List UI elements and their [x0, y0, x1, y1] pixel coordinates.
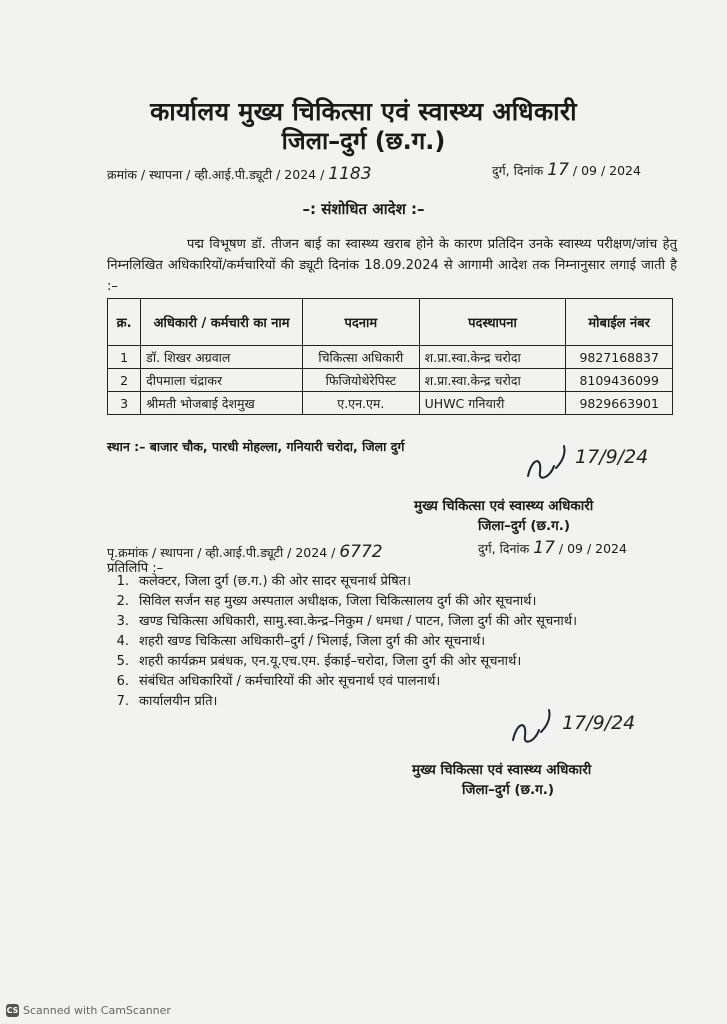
endorsement-date-prefix: दुर्ग, दिनांक: [478, 541, 530, 556]
cell-designation: फिजियोथेरेपिस्ट: [303, 369, 420, 392]
order-date: [492, 160, 641, 180]
scanner-text: Scanned with CamScanner: [23, 1004, 171, 1017]
list-item-number: 4.: [116, 634, 129, 649]
copy-to-list: [107, 572, 677, 712]
cell-serial: 1: [108, 346, 141, 369]
endorsement-number-handwritten: 6772: [339, 542, 383, 562]
signatory-district-2: जिला–दुर्ग (छ.ग.): [462, 782, 555, 798]
endorsement-date: [478, 538, 627, 558]
cell-serial: 3: [108, 392, 141, 415]
camscanner-logo-icon: CS: [6, 1006, 19, 1015]
cell-posting: श.प्रा.स्वा.केन्द्र चरोदा: [419, 369, 566, 392]
cell-posting: UHWC गनियारी: [419, 392, 566, 415]
endorsement-date-rest: / 09 / 2024: [558, 541, 627, 556]
list-item-text: संबंधित अधिकारियों / कर्मचारियों की ओर सूचनार्थ एवं पालनार्थ।: [139, 674, 441, 689]
cell-name: श्रीमती भोजबाई देशमुख: [141, 392, 303, 415]
list-item: [107, 652, 677, 672]
list-item: [107, 612, 677, 632]
order-date-rest: / 09 / 2024: [572, 163, 641, 178]
list-item-text: खण्ड चिकित्सा अधिकारी, सामु.स्वा.केन्द्र–निकुम / धमधा / पाटन, जिला दुर्ग की ओर सूचनार्थ।: [139, 614, 578, 629]
signatory-designation-1: मुख्य चिकित्सा एवं स्वास्थ्य अधिकारी: [414, 498, 594, 514]
list-item-number: 7.: [116, 694, 129, 709]
district-title: जिला–दुर्ग (छ.ग.): [281, 127, 446, 155]
cell-name: दीपमाला चंद्राकर: [141, 369, 303, 392]
signature-date-2: 17/9/24: [562, 712, 636, 734]
list-item-text: शहरी खण्ड चिकित्सा अधिकारी–दुर्ग / भिलाई, जिला दुर्ग की ओर सूचनार्थ।: [139, 634, 486, 649]
col-header-mobile: मोबाईल नंबर: [566, 299, 673, 346]
order-date-prefix: दुर्ग, दिनांक: [492, 163, 544, 178]
col-header-posting: पदस्थापना: [419, 299, 566, 346]
order-number-prefix: क्रमांक / स्थापना / व्ही.आई.पी.ड्यूटी / 2024 /: [107, 167, 325, 182]
cell-mobile: 8109436099: [566, 369, 673, 392]
order-paragraph: पद्म विभूषण डॉ. तीजन बाई का स्वास्थ्य खराब होने के कारण प्रतिदिन उनके स्वास्थ्य परीक्षण/जांच हेतु निम्नलिखित अधिकारियों/कर्मचारियों की ड्यूटी दिनांक 18.09.2024 से आगामी आदेश तक निम्नानुसार लगाई जाती है :–: [107, 237, 677, 294]
list-item-number: 3.: [116, 614, 129, 629]
col-header-name: अधिकारी / कर्मचारी का नाम: [141, 299, 303, 346]
list-item-text: सिविल सर्जन सह मुख्य अस्पताल अधीक्षक, जिला चिकित्सालय दुर्ग की ओर सूचनार्थ।: [139, 594, 537, 609]
copy-to-label: प्रतिलिपि :–: [107, 561, 164, 576]
endorsement-date-day: 17: [533, 538, 555, 558]
table-row: [108, 346, 673, 369]
cell-mobile: 9827168837: [566, 346, 673, 369]
list-item-number: 1.: [116, 574, 129, 589]
col-header-designation: पदनाम: [303, 299, 420, 346]
scanner-watermark: [6, 1004, 171, 1017]
order-date-day: 17: [547, 160, 569, 180]
cell-designation: चिकित्सा अधिकारी: [303, 346, 420, 369]
list-item: [107, 672, 677, 692]
list-item: [107, 572, 677, 592]
list-item-text: कार्यालयीन प्रति।: [139, 694, 218, 709]
order-reference: [107, 164, 372, 184]
office-title: कार्यालय मुख्य चिकित्सा एवं स्वास्थ्य अधिकारी: [150, 97, 577, 126]
cell-serial: 2: [108, 369, 141, 392]
duty-table: [107, 298, 673, 415]
list-item-text: कलेक्टर, जिला दुर्ग (छ.ग.) की ओर सादर सूचनार्थ प्रेषित।: [139, 574, 412, 589]
order-number-handwritten: 1183: [328, 164, 372, 184]
list-item-text: शहरी कार्यक्रम प्रबंधक, एन.यू.एच.एम. ईकाई–चरोदा, जिला दुर्ग की ओर सूचनार्थ।: [139, 654, 522, 669]
table-row: [108, 392, 673, 415]
endorsement-number-prefix: पृ.क्रमांक / स्थापना / व्ही.आई.पी.ड्यूटी / 2024 /: [107, 545, 336, 560]
duty-location: स्थान :– बाजार चौक, पारधी मोहल्ला, गनियारी चरोदा, जिला दुर्ग: [107, 439, 405, 454]
table-header-row: [108, 299, 673, 346]
cell-posting: श.प्रा.स्वा.केन्द्र चरोदा: [419, 346, 566, 369]
cell-designation: ए.एन.एम.: [303, 392, 420, 415]
list-item-number: 5.: [116, 654, 129, 669]
cell-name: डॉ. शिखर अग्रवाल: [141, 346, 303, 369]
list-item: [107, 592, 677, 612]
cell-mobile: 9829663901: [566, 392, 673, 415]
list-item-number: 6.: [116, 674, 129, 689]
signatory-district-1: जिला–दुर्ग (छ.ग.): [478, 518, 571, 534]
list-item: [107, 632, 677, 652]
signature-date-1: 17/9/24: [575, 446, 649, 468]
order-subject: –: संशोधित आदेश :–: [302, 200, 425, 218]
list-item-number: 2.: [116, 594, 129, 609]
signatory-designation-2: मुख्य चिकित्सा एवं स्वास्थ्य अधिकारी: [412, 762, 592, 778]
table-row: [108, 369, 673, 392]
col-header-serial: क्र.: [108, 299, 141, 346]
